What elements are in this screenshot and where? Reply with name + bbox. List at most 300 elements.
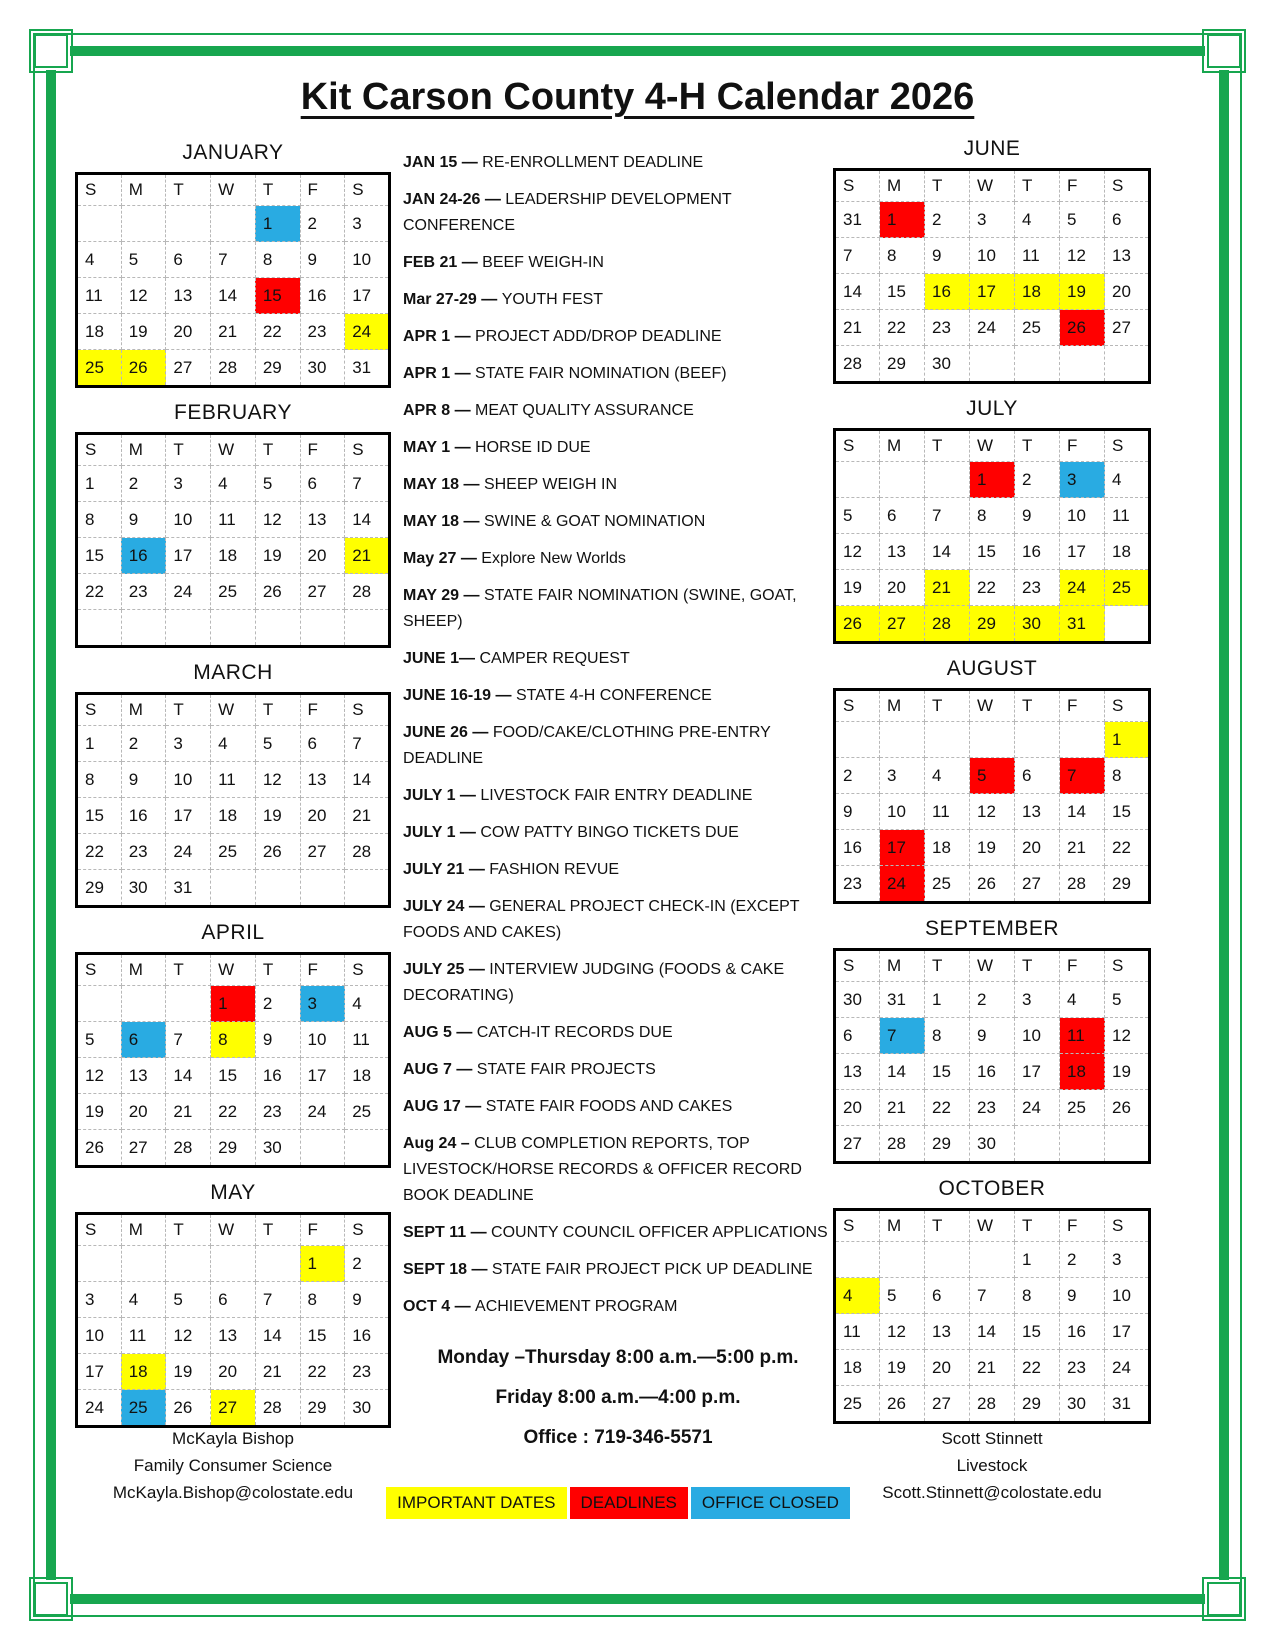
- event-item: JULY 25 — INTERVIEW JUDGING (FOODS & CAKE DECORATING): [403, 961, 785, 1004]
- event-date: FEB 21 —: [403, 254, 483, 271]
- contact-email: Scott.Stinnett@colostate.edu: [882, 1483, 1102, 1502]
- empty-day-cell: [211, 1246, 256, 1282]
- day-cell: 15: [77, 798, 122, 834]
- day-cell: 31: [1060, 606, 1105, 643]
- day-cell: 8: [77, 502, 122, 538]
- day-cell: 20: [121, 1094, 166, 1130]
- day-cell: 1: [300, 1246, 345, 1282]
- month-grid: [833, 948, 1151, 1164]
- day-cell: 3: [166, 466, 211, 502]
- day-cell: 13: [880, 534, 925, 570]
- month-april: [75, 920, 391, 1168]
- month-grid: [833, 168, 1151, 384]
- day-cell: 25: [835, 1386, 880, 1423]
- day-cell: 25: [1105, 570, 1150, 606]
- day-cell: 16: [345, 1318, 390, 1354]
- day-cell: 29: [1015, 1386, 1060, 1423]
- day-cell: 18: [121, 1354, 166, 1390]
- day-of-week-header: S: [1105, 430, 1150, 462]
- day-cell: 18: [925, 830, 970, 866]
- day-cell: 21: [970, 1350, 1015, 1386]
- event-date: May 27 —: [403, 550, 482, 567]
- empty-day-cell: [1105, 1126, 1150, 1163]
- day-cell: 30: [300, 350, 345, 387]
- empty-day-cell: [211, 206, 256, 242]
- month-grid: [75, 1212, 391, 1428]
- event-date: JULY 1 —: [403, 824, 481, 841]
- day-cell: 2: [121, 466, 166, 502]
- day-cell: 16: [1060, 1314, 1105, 1350]
- day-cell: 23: [255, 1094, 300, 1130]
- event-date: APR 1 —: [403, 328, 476, 345]
- empty-day-cell: [835, 462, 880, 498]
- day-cell: 17: [970, 274, 1015, 310]
- day-cell: 29: [211, 1130, 256, 1167]
- event-date: JAN 15 —: [403, 154, 483, 171]
- right-month-column: [833, 136, 1151, 1436]
- office-hours-line: Monday –Thursday 8:00 a.m.—5:00 p.m.: [437, 1347, 799, 1368]
- day-cell: 5: [255, 466, 300, 502]
- day-cell: 25: [1060, 1090, 1105, 1126]
- event-date: Mar 27-29 —: [403, 291, 502, 308]
- month-grid: [75, 692, 391, 908]
- day-cell: 7: [970, 1278, 1015, 1314]
- empty-day-cell: [925, 462, 970, 498]
- empty-day-cell: [77, 206, 122, 242]
- day-cell: 21: [345, 538, 390, 574]
- day-of-week-header: S: [835, 950, 880, 982]
- day-cell: 29: [1105, 866, 1150, 903]
- event-item: JULY 24 — GENERAL PROJECT CHECK-IN (EXCEPT FOODS AND CAKES): [403, 898, 800, 941]
- day-cell: 24: [1060, 570, 1105, 606]
- day-cell: 21: [166, 1094, 211, 1130]
- day-cell: 13: [1015, 794, 1060, 830]
- day-cell: 31: [880, 982, 925, 1018]
- event-date: MAY 18 —: [403, 476, 484, 493]
- day-cell: 4: [925, 758, 970, 794]
- day-cell: 1: [77, 726, 122, 762]
- day-cell: 19: [835, 570, 880, 606]
- day-cell: 24: [166, 834, 211, 870]
- day-cell: 22: [1015, 1350, 1060, 1386]
- month-may: [75, 1180, 391, 1428]
- day-cell: 14: [835, 274, 880, 310]
- empty-day-cell: [345, 870, 390, 907]
- day-cell: 21: [835, 310, 880, 346]
- day-cell: 18: [835, 1350, 880, 1386]
- empty-day-cell: [77, 610, 122, 647]
- event-item: SEPT 11 — COUNTY COUNCIL OFFICER APPLICATIONS: [403, 1224, 828, 1241]
- day-cell: 5: [1060, 202, 1105, 238]
- frame-corner-bottom-left: [29, 1577, 73, 1621]
- day-cell: 15: [211, 1058, 256, 1094]
- day-cell: 5: [166, 1282, 211, 1318]
- day-cell: 17: [1015, 1054, 1060, 1090]
- day-of-week-header: W: [970, 690, 1015, 722]
- day-cell: 24: [1105, 1350, 1150, 1386]
- day-cell: 9: [345, 1282, 390, 1318]
- day-cell: 18: [1060, 1054, 1105, 1090]
- day-cell: 27: [300, 574, 345, 610]
- day-cell: 23: [1015, 570, 1060, 606]
- day-of-week-header: M: [121, 694, 166, 726]
- day-cell: 19: [880, 1350, 925, 1386]
- day-cell: 10: [300, 1022, 345, 1058]
- day-cell: 15: [970, 534, 1015, 570]
- day-cell: 3: [300, 986, 345, 1022]
- day-cell: 8: [1015, 1278, 1060, 1314]
- empty-day-cell: [835, 722, 880, 758]
- day-of-week-header: S: [1105, 950, 1150, 982]
- day-cell: 4: [1105, 462, 1150, 498]
- day-cell: 25: [211, 834, 256, 870]
- day-cell: 13: [300, 502, 345, 538]
- empty-day-cell: [970, 722, 1015, 758]
- day-cell: 29: [255, 350, 300, 387]
- day-of-week-header: T: [925, 170, 970, 202]
- day-cell: 25: [121, 1390, 166, 1427]
- day-cell: 27: [211, 1390, 256, 1427]
- month-september: [833, 916, 1151, 1164]
- day-cell: 14: [255, 1318, 300, 1354]
- day-cell: 28: [1060, 866, 1105, 903]
- frame-bar-bottom: [70, 1594, 1205, 1604]
- day-cell: 15: [925, 1054, 970, 1090]
- empty-day-cell: [255, 1246, 300, 1282]
- empty-day-cell: [1015, 346, 1060, 383]
- day-cell: 21: [255, 1354, 300, 1390]
- day-of-week-header: W: [211, 954, 256, 986]
- day-of-week-header: T: [925, 430, 970, 462]
- day-cell: 26: [970, 866, 1015, 903]
- day-cell: 2: [1060, 1242, 1105, 1278]
- empty-day-cell: [880, 1242, 925, 1278]
- day-cell: 6: [925, 1278, 970, 1314]
- month-october: [833, 1176, 1151, 1424]
- day-cell: 27: [880, 606, 925, 643]
- day-cell: 11: [345, 1022, 390, 1058]
- day-cell: 27: [300, 834, 345, 870]
- day-cell: 22: [880, 310, 925, 346]
- event-date: APR 8 —: [403, 402, 476, 419]
- event-item: APR 8 — MEAT QUALITY ASSURANCE: [403, 402, 694, 419]
- day-cell: 4: [211, 726, 256, 762]
- empty-day-cell: [1105, 606, 1150, 643]
- day-cell: 31: [1105, 1386, 1150, 1423]
- day-cell: 30: [1060, 1386, 1105, 1423]
- empty-day-cell: [166, 206, 211, 242]
- day-of-week-header: S: [1105, 170, 1150, 202]
- day-of-week-header: F: [1060, 170, 1105, 202]
- day-cell: 2: [255, 986, 300, 1022]
- day-cell: 17: [880, 830, 925, 866]
- day-cell: 29: [880, 346, 925, 383]
- day-cell: 1: [255, 206, 300, 242]
- event-date: JULY 1 —: [403, 787, 481, 804]
- day-of-week-header: W: [211, 1214, 256, 1246]
- day-cell: 24: [970, 310, 1015, 346]
- day-cell: 2: [925, 202, 970, 238]
- frame-corner-bottom-right: [1202, 1577, 1246, 1621]
- month-grid: [833, 688, 1151, 904]
- day-cell: 7: [166, 1022, 211, 1058]
- day-cell: 13: [166, 278, 211, 314]
- day-cell: 7: [345, 726, 390, 762]
- day-cell: 18: [1015, 274, 1060, 310]
- frame-bar-left: [46, 70, 56, 1580]
- day-cell: 5: [835, 498, 880, 534]
- month-title: MARCH: [193, 661, 273, 684]
- empty-day-cell: [1105, 346, 1150, 383]
- day-cell: 3: [880, 758, 925, 794]
- month-title: SEPTEMBER: [924, 917, 1060, 940]
- frame-bar-top: [70, 46, 1205, 56]
- day-cell: 12: [255, 502, 300, 538]
- day-cell: 3: [1015, 982, 1060, 1018]
- day-of-week-header: T: [1015, 170, 1060, 202]
- event-item: MAY 18 — SWINE & GOAT NOMINATION: [403, 513, 706, 530]
- day-cell: 23: [925, 310, 970, 346]
- day-cell: 4: [211, 466, 256, 502]
- month-title: JULY: [966, 397, 1018, 420]
- day-cell: 27: [1015, 866, 1060, 903]
- day-cell: 24: [77, 1390, 122, 1427]
- day-cell: 9: [925, 238, 970, 274]
- day-of-week-header: T: [1015, 950, 1060, 982]
- day-of-week-header: M: [880, 170, 925, 202]
- day-of-week-header: T: [925, 950, 970, 982]
- day-cell: 6: [166, 242, 211, 278]
- day-cell: 19: [255, 798, 300, 834]
- day-of-week-header: S: [77, 434, 122, 466]
- day-cell: 2: [121, 726, 166, 762]
- empty-day-cell: [300, 1130, 345, 1167]
- day-of-week-header: F: [1060, 690, 1105, 722]
- day-cell: 1: [970, 462, 1015, 498]
- day-cell: 31: [345, 350, 390, 387]
- day-cell: 28: [211, 350, 256, 387]
- day-cell: 8: [1105, 758, 1150, 794]
- event-item: JUNE 16-19 — STATE 4-H CONFERENCE: [403, 687, 712, 704]
- day-cell: 7: [1060, 758, 1105, 794]
- day-cell: 12: [1060, 238, 1105, 274]
- day-of-week-header: T: [925, 690, 970, 722]
- day-of-week-header: S: [345, 434, 390, 466]
- day-of-week-header: S: [77, 954, 122, 986]
- day-cell: 7: [211, 242, 256, 278]
- month-grid: [75, 432, 391, 648]
- month-march: [75, 660, 391, 908]
- day-cell: 4: [1060, 982, 1105, 1018]
- day-cell: 7: [345, 466, 390, 502]
- day-cell: 24: [1015, 1090, 1060, 1126]
- day-of-week-header: T: [166, 954, 211, 986]
- day-cell: 27: [166, 350, 211, 387]
- empty-day-cell: [121, 1246, 166, 1282]
- day-cell: 22: [77, 574, 122, 610]
- day-cell: 15: [300, 1318, 345, 1354]
- legend-deadlines: DEADLINES: [570, 1487, 688, 1519]
- day-cell: 4: [835, 1278, 880, 1314]
- event-item: JUNE 26 — FOOD/CAKE/CLOTHING PRE-ENTRY DEADLINE: [403, 724, 771, 767]
- page-title: Kit Carson County 4-H Calendar 2026: [300, 76, 975, 118]
- day-cell: 2: [970, 982, 1015, 1018]
- day-cell: 28: [166, 1130, 211, 1167]
- day-cell: 24: [880, 866, 925, 903]
- day-cell: 15: [1105, 794, 1150, 830]
- day-cell: 10: [880, 794, 925, 830]
- day-cell: 17: [77, 1354, 122, 1390]
- day-cell: 4: [345, 986, 390, 1022]
- day-of-week-header: W: [211, 694, 256, 726]
- event-item: Mar 27-29 — YOUTH FEST: [403, 291, 604, 308]
- event-item: SEPT 18 — STATE FAIR PROJECT PICK UP DEADLINE: [403, 1261, 813, 1278]
- day-of-week-header: T: [166, 434, 211, 466]
- day-cell: 13: [300, 762, 345, 798]
- day-cell: 8: [211, 1022, 256, 1058]
- day-cell: 11: [1060, 1018, 1105, 1054]
- day-cell: 3: [1105, 1242, 1150, 1278]
- event-item: May 27 — Explore New Worlds: [403, 550, 626, 567]
- day-of-week-header: S: [1105, 690, 1150, 722]
- day-cell: 12: [835, 534, 880, 570]
- day-cell: 28: [835, 346, 880, 383]
- left-month-column: [75, 140, 391, 1440]
- day-cell: 1: [925, 982, 970, 1018]
- day-of-week-header: F: [300, 954, 345, 986]
- empty-day-cell: [1060, 346, 1105, 383]
- day-cell: 9: [121, 502, 166, 538]
- office-hours: [403, 1338, 833, 1458]
- day-cell: 28: [345, 834, 390, 870]
- empty-day-cell: [880, 722, 925, 758]
- day-cell: 16: [300, 278, 345, 314]
- day-cell: 11: [211, 762, 256, 798]
- contact-name: McKayla Bishop: [172, 1429, 294, 1448]
- day-cell: 20: [166, 314, 211, 350]
- day-cell: 19: [166, 1354, 211, 1390]
- day-cell: 19: [77, 1094, 122, 1130]
- day-cell: 12: [1105, 1018, 1150, 1054]
- day-of-week-header: S: [1105, 1210, 1150, 1242]
- day-cell: 15: [255, 278, 300, 314]
- day-cell: 16: [121, 538, 166, 574]
- day-cell: 14: [1060, 794, 1105, 830]
- day-cell: 23: [121, 574, 166, 610]
- day-cell: 11: [925, 794, 970, 830]
- day-of-week-header: F: [300, 694, 345, 726]
- empty-day-cell: [970, 346, 1015, 383]
- day-cell: 22: [925, 1090, 970, 1126]
- day-cell: 24: [166, 574, 211, 610]
- day-cell: 21: [345, 798, 390, 834]
- day-cell: 21: [880, 1090, 925, 1126]
- day-of-week-header: M: [121, 954, 166, 986]
- day-cell: 28: [880, 1126, 925, 1163]
- day-cell: 6: [300, 466, 345, 502]
- day-cell: 17: [1105, 1314, 1150, 1350]
- day-of-week-header: M: [880, 690, 925, 722]
- day-cell: 12: [77, 1058, 122, 1094]
- day-cell: 20: [1015, 830, 1060, 866]
- day-of-week-header: T: [255, 954, 300, 986]
- day-of-week-header: S: [345, 1214, 390, 1246]
- day-of-week-header: T: [166, 1214, 211, 1246]
- day-cell: 5: [77, 1022, 122, 1058]
- day-cell: 9: [1015, 498, 1060, 534]
- day-cell: 18: [211, 798, 256, 834]
- day-cell: 7: [925, 498, 970, 534]
- day-cell: 10: [1060, 498, 1105, 534]
- day-cell: 26: [255, 834, 300, 870]
- day-cell: 29: [970, 606, 1015, 643]
- day-cell: 8: [925, 1018, 970, 1054]
- day-of-week-header: W: [211, 434, 256, 466]
- day-cell: 30: [121, 870, 166, 907]
- month-january: [75, 140, 391, 388]
- day-cell: 17: [166, 538, 211, 574]
- contact-role: Livestock: [956, 1456, 1028, 1475]
- day-cell: 2: [835, 758, 880, 794]
- day-cell: 20: [835, 1090, 880, 1126]
- day-of-week-header: S: [835, 170, 880, 202]
- day-cell: 13: [211, 1318, 256, 1354]
- day-of-week-header: F: [1060, 430, 1105, 462]
- event-item: JULY 1 — LIVESTOCK FAIR ENTRY DEADLINE: [403, 787, 753, 804]
- event-item: AUG 5 — CATCH-IT RECORDS DUE: [403, 1024, 673, 1041]
- day-cell: 10: [77, 1318, 122, 1354]
- day-cell: 7: [255, 1282, 300, 1318]
- empty-day-cell: [835, 1242, 880, 1278]
- event-date: MAY 29 —: [403, 587, 484, 604]
- day-cell: 6: [211, 1282, 256, 1318]
- day-cell: 10: [1105, 1278, 1150, 1314]
- day-cell: 23: [300, 314, 345, 350]
- day-cell: 27: [835, 1126, 880, 1163]
- day-cell: 29: [925, 1126, 970, 1163]
- day-cell: 13: [1105, 238, 1150, 274]
- day-cell: 7: [835, 238, 880, 274]
- day-of-week-header: S: [345, 694, 390, 726]
- day-of-week-header: S: [345, 174, 390, 206]
- day-cell: 22: [211, 1094, 256, 1130]
- day-cell: 30: [345, 1390, 390, 1427]
- day-cell: 10: [1015, 1018, 1060, 1054]
- contact-name: Scott Stinnett: [941, 1429, 1043, 1448]
- day-cell: 28: [255, 1390, 300, 1427]
- day-of-week-header: M: [880, 430, 925, 462]
- event-item: JULY 21 — FASHION REVUE: [403, 861, 620, 878]
- day-cell: 3: [970, 202, 1015, 238]
- day-cell: 20: [211, 1354, 256, 1390]
- day-cell: 8: [255, 242, 300, 278]
- day-of-week-header: F: [300, 1214, 345, 1246]
- day-cell: 12: [255, 762, 300, 798]
- day-cell: 11: [1015, 238, 1060, 274]
- day-cell: 6: [300, 726, 345, 762]
- month-july: [833, 396, 1151, 644]
- day-cell: 6: [121, 1022, 166, 1058]
- day-cell: 29: [77, 870, 122, 907]
- empty-day-cell: [1015, 722, 1060, 758]
- day-cell: 29: [300, 1390, 345, 1427]
- day-of-week-header: F: [300, 434, 345, 466]
- empty-day-cell: [1060, 722, 1105, 758]
- day-of-week-header: T: [1015, 690, 1060, 722]
- event-date: JULY 24 —: [403, 898, 490, 915]
- event-date: MAY 1 —: [403, 439, 476, 456]
- event-item: AUG 7 — STATE FAIR PROJECTS: [403, 1061, 656, 1078]
